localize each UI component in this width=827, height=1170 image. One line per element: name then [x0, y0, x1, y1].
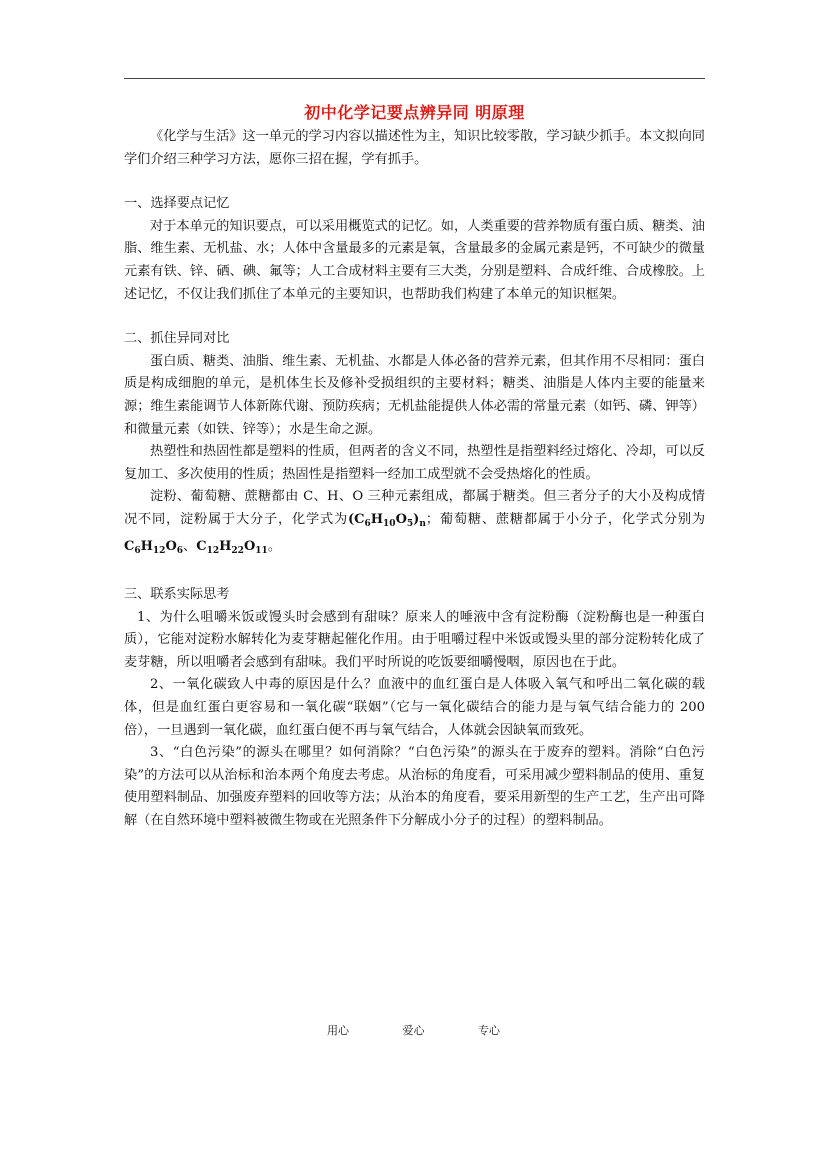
formula-glucose: $C_6H_{12}O_6$ — [124, 538, 184, 556]
document-body — [124, 100, 705, 833]
para-3-sep: 、 — [183, 538, 197, 554]
para-3-end: 。 — [267, 538, 281, 554]
formula-starch: $(C_6H_{10}O_5)_n$ — [347, 511, 426, 529]
formula-sucrose: $C_{12}H_{22}O_{11}$ — [196, 538, 268, 556]
footer-word: 专心 — [478, 1024, 500, 1037]
document-title: 初中化学记要点辨异同 明原理 — [304, 103, 525, 122]
para-3-text-b: ；葡萄糖、蔗糖都属于小分子，化学式分别为 — [425, 511, 706, 527]
section-1-heading: 一、选择要点记忆 — [124, 196, 230, 212]
spacer — [124, 562, 705, 584]
spacer — [124, 306, 705, 328]
section-3-item-3: 3、“白色污染”的源头在哪里？如何消除？“白色污染”的源头在于废弃的塑料。消除“白色污染”的方法可以从治标和治本两个角度去考虑。从治标的角度看，可采用减少塑料制品的使用、重复使用塑料制品、加强废弃塑料的回收等方法；从治本的角度看，要采用新型的生产工艺，生产出可降解（在自然环境中塑料被微生物或在光照条件下分解成小分子的过程）的塑料制品。 — [124, 745, 705, 829]
footer-word: 用心 — [327, 1024, 349, 1037]
intro-paragraph: 《化学与生活》这一单元的学习内容以描述性为主，知识比较零散，学习缺少抓手。本文拟向同学们介绍三种学习方法，愿你三招在握，学有抓手。 — [124, 129, 705, 167]
spacer — [124, 171, 705, 193]
section-2-para-2: 热塑性和热固性都是塑料的性质，但两者的含义不同，热塑性是指塑料经过熔化、冷却，可以反复加工、多次使用的性质；热固性是指塑料一经加工成型就不会受热熔化的性质。 — [124, 444, 705, 482]
page-footer — [0, 1022, 827, 1038]
header-rule — [124, 78, 705, 79]
section-1-body: 对于本单元的知识要点，可以采用概览式的记忆。如，人类重要的营养物质有蛋白质、糖类、油脂、维生素、无机盐、水；人体中含量最多的元素是氧，含量最多的金属元素是钙，不可缺少的微量元素有铁、锌、硒、碘、氟等；人工合成材料主要有三大类，分别是塑料、合成纤维、合成橡胶。上述记忆，不仅让我们抓住了本单元的主要知识，也帮助我们构建了本单元的知识框架。 — [124, 218, 705, 302]
section-3-item-1: 1、为什么咀嚼米饭或馒头时会感到有甜味？原来人的唾液中含有淀粉酶（淀粉酶也是一种蛋白质），它能对淀粉水解转化为麦芽糖起催化作用。由于咀嚼过程中米饭或馒头里的部分淀粉转化成了麦芽糖，所以咀嚼者会感到有甜味。我们平时所说的吃饭要细嚼慢咽，原因也在于此。 — [124, 609, 705, 670]
para-3-text-a: 淀粉、葡萄糖、蔗糖都由 C、H、O 三种元素组成，都属于糖类。但三者分子的大小及构成情况不同，淀粉属于大分子，化学式为 — [124, 489, 705, 527]
section-2-heading: 二、抓住异同对比 — [124, 331, 230, 347]
section-2-para-3 — [124, 486, 705, 562]
section-3-heading: 三、联系实际思考 — [124, 587, 230, 603]
footer-word: 爱心 — [402, 1024, 425, 1037]
section-3-item-2: 2、一氧化碳致人中毒的原因是什么？血液中的血红蛋白是人体吸入氧气和呼出二氧化碳的载体，但是血红蛋白更容易和一氧化碳“联姻”（它与一氧化碳结合的能力是与氧气结合能力的 200 倍），一旦遇到一氧化碳，血红蛋白便不再与氧气结合，人体就会因缺氧而致死。 — [124, 677, 705, 738]
section-2-para-1: 蛋白质、糖类、油脂、维生素、无机盐、水都是人体必备的营养元素，但其作用不尽相同：蛋白质是构成细胞的单元，是机体生长及修补受损组织的主要材料；糖类、油脂是人体内主要的能量来源；维生素能调节人体新陈代谢、预防疾病；无机盐能提供人体必需的常量元素（如钙、磷、钾等）和微量元素（如铁、锌等）；水是生命之源。 — [124, 353, 705, 437]
